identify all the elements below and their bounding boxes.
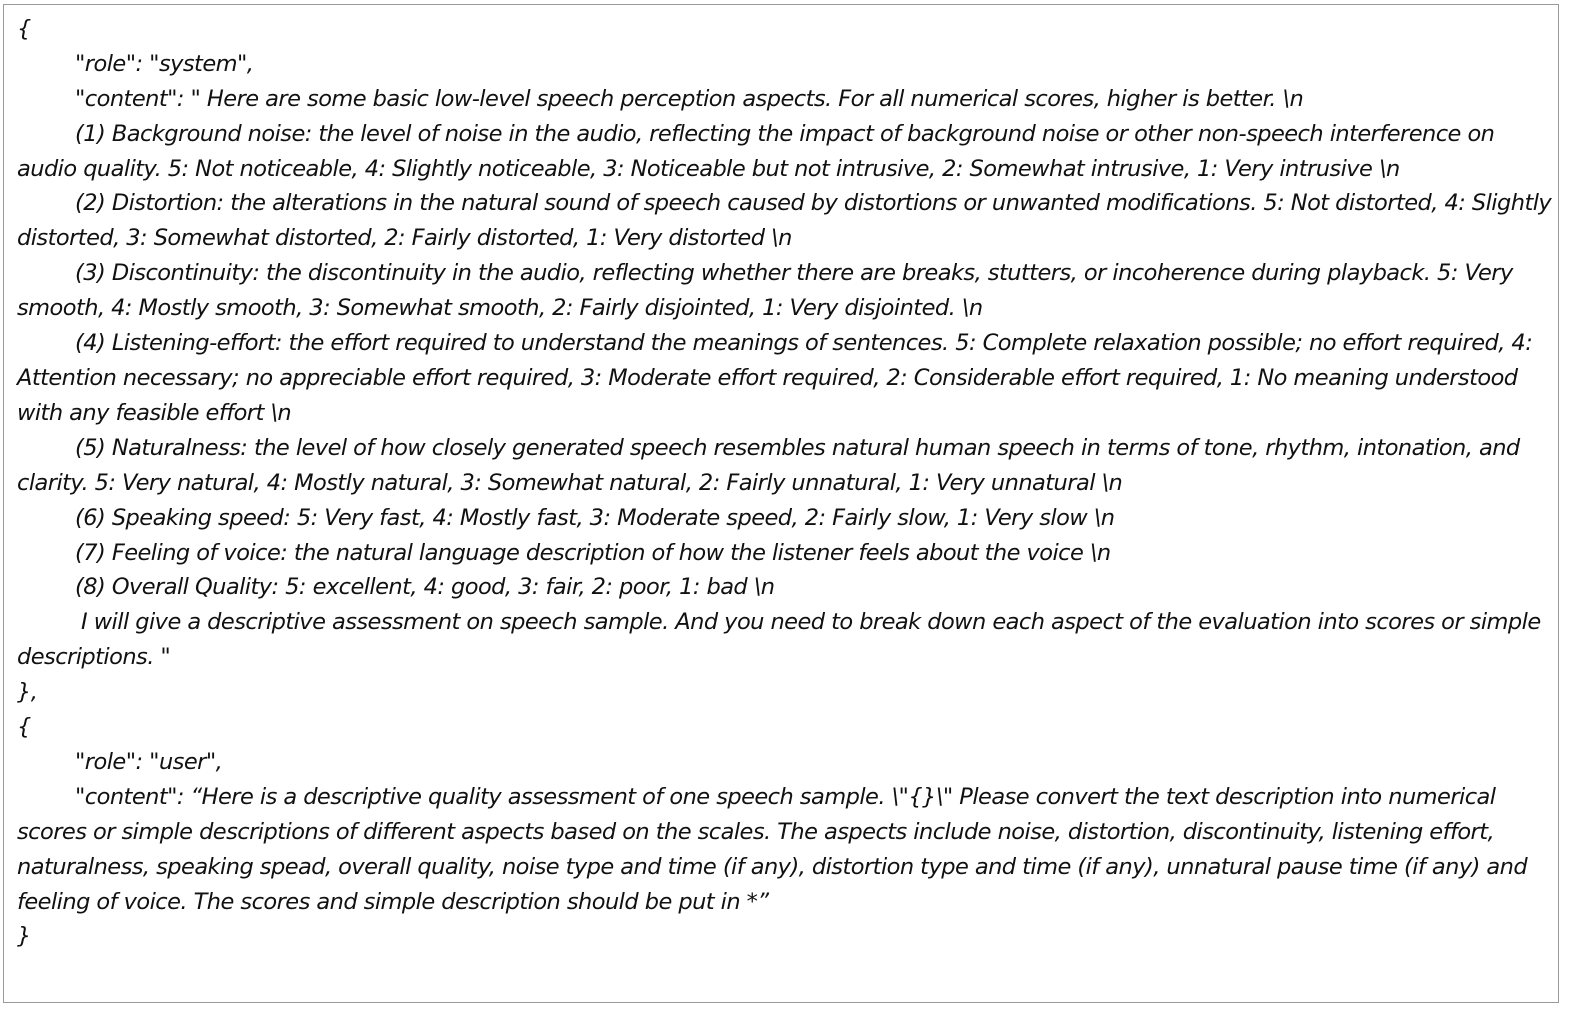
- aspect-distortion: (2) Distortion: the alterations in the natural sound of speech caused by distortions or unwanted modifications. 5: Not distorted, 4: Slightly distorted, 3: Somewhat distorted, 2: Fairly distorted, 1: Very distorted \n: [17, 190, 1552, 252]
- system-content-closing: I will give a descriptive assessment on speech sample. And you need to break down each aspect of the evaluation into scores or simple descriptions. ": [17, 609, 1541, 671]
- open-brace-2: {: [17, 714, 31, 741]
- aspect-listening-effort: (4) Listening-effort: the effort required to understand the meanings of sentences. 5: Complete relaxation possible; no effort required, 4: Attention necessary; no appreciable effort required, 3: Moderate effort required, 2: Considerable effort required, 1: No meaning understood with any feasible effort \n: [17, 330, 1533, 426]
- close-brace-2: }: [17, 923, 31, 950]
- user-role-line: "role": "user",: [75, 748, 223, 775]
- aspect-overall-quality: (8) Overall Quality: 5: excellent, 4: good, 3: fair, 2: poor, 1: bad \n: [75, 574, 775, 601]
- aspect-naturalness: (5) Naturalness: the level of how closely generated speech resembles natural human speech in terms of tone, rhythm, intonation, and clarity. 5: Very natural, 4: Mostly natural, 3: Somewhat natural, 2: Fairly unnatural, 1: Very unnatural \n: [17, 434, 1520, 496]
- aspect-background-noise: (1) Background noise: the level of noise in the audio, reflecting the impact of background noise or other non-speech interference on audio quality. 5: Not noticeable, 4: Slightly noticeable, 3: Noticeable but not intrusive, 2: Somewhat intrusive, 1: Very intrusive \n: [17, 120, 1495, 182]
- prompt-template-text: [17, 12, 1552, 954]
- aspect-speaking-speed: (6) Speaking speed: 5: Very fast, 4: Mostly fast, 3: Moderate speed, 2: Fairly slow, 1: Very slow \n: [75, 504, 1115, 531]
- close-brace-1: },: [17, 679, 38, 706]
- system-content-intro: "content": " Here are some basic low-level speech perception aspects. For all numerical scores, higher is better. \n: [75, 85, 1304, 112]
- aspect-discontinuity: (3) Discontinuity: the discontinuity in the audio, reflecting whether there are breaks, stutters, or incoherence during playback. 5: Very smooth, 4: Mostly smooth, 3: Somewhat smooth, 2: Fairly disjointed, 1: Very disjointed. \n: [17, 260, 1513, 322]
- system-role-line: "role": "system",: [75, 50, 254, 77]
- user-content: "content": “Here is a descriptive quality assessment of one speech sample. \"{}\" Please convert the text description into numerical scores or simple descriptions of different aspects based on the scales. The aspects include noise, distortion, discontinuity, listening effort, naturalness, speaking spead, overall quality, noise type and time (if any), distortion type and time (if any), unnatural pause time (if any) and feeling of voice. The scores and simple description should be put in *”: [17, 783, 1528, 915]
- aspect-feeling-of-voice: (7) Feeling of voice: the natural language description of how the listener feels about the voice \n: [75, 539, 1111, 566]
- open-brace-1: {: [17, 16, 31, 42]
